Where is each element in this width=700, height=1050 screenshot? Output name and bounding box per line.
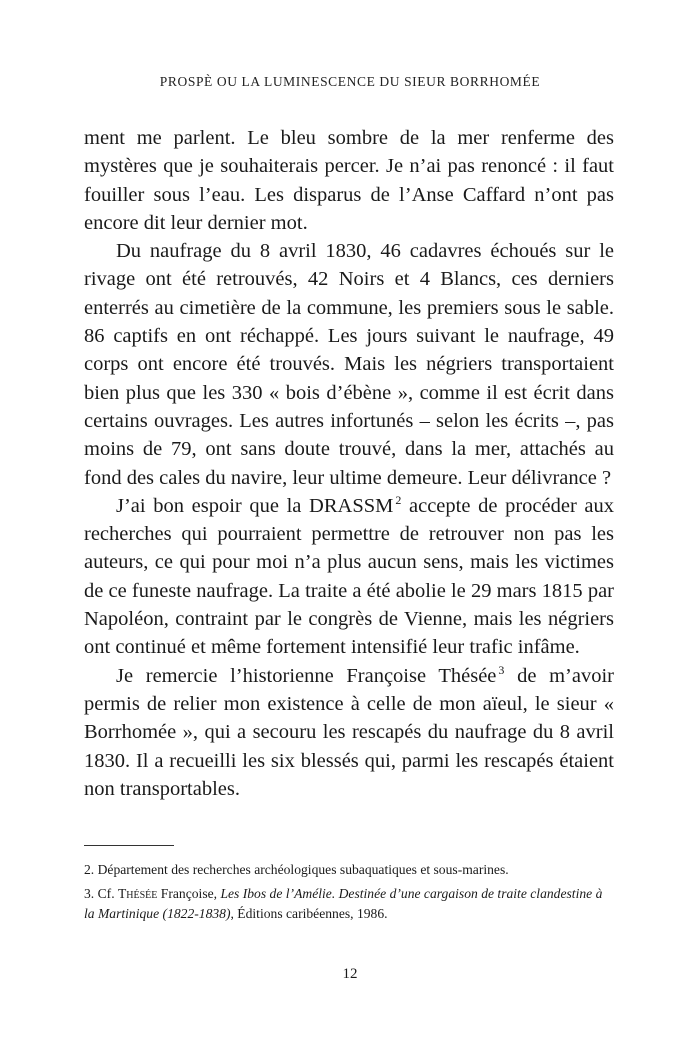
paragraph-3-text-end: accepte de procéder aux recherches qui pourraient permettre de retrouver non pas les auteurs, ce qui pour moi n’a plus aucun sens, mais les victimes de ce funeste naufrage. La traite a été abolie le 29 mars 1815 par Napoléon, contraint par le congrès de Vienne, mais les négriers ont continué et même fortement intensifié leur trafic infâme. [84, 494, 615, 659]
footnote-ref-2: 2 [395, 492, 402, 507]
main-text [84, 124, 614, 803]
paragraph-4 [84, 662, 614, 803]
paragraph-3-text-start: J’ai bon espoir que la DRASSM [116, 494, 394, 517]
footnote-divider [84, 845, 174, 846]
page-number: 12 [342, 966, 358, 982]
footnote-3-prefix: 3. Cf. [84, 886, 118, 901]
running-title: PROSPÈ OU LA LUMINESCENCE DU SIEUR BORRHOMÉE [159, 74, 541, 89]
footnotes [84, 860, 614, 928]
paragraph-4-text-end: de m’avoir permis de relier mon existence à celle de mon aïeul, le sieur « Borrhomée », qui a secouru les rescapés du naufrage du 8 avril 1830. Il a recueilli les six blessés qui, parmi les rescapés étaient non transportables. [84, 664, 614, 800]
paragraph-1: ment me parlent. Le bleu sombre de la mer renferme des mystères que je souhaiterais percer. Je n’ai pas renoncé : il faut fouiller sous l’eau. Les disparus de l’Anse Caffard n’ont pas encore dit leur dernier mot. [84, 127, 614, 234]
paragraph-2: Du naufrage du 8 avril 1830, 46 cadavres échoués sur le rivage ont été retrouvés, 42 Noirs et 4 Blancs, ces derniers enterrés au cimetière de la commune, les premiers sous le sable. 86 captifs en ont réchappé. Les jours suivant le naufrage, 49 corps ont encore été trouvés. Mais les négriers transportaient bien plus que les 330 « bois d’ébène », comme il est écrit dans certains ouvrages. Les autres infortunés – selon les écrits –, pas moins de 79, ont sans doute trouvé, dans la mer, attachés au fond des cales du navire, leur ultime demeure. Leur délivrance ? [84, 240, 614, 489]
paragraph-3 [84, 492, 614, 662]
footnote-2: 2. Département des recherches archéologiques subaquatiques et sous-marines. [84, 862, 509, 877]
footnote-3-title: Les Ibos de l’Amélie. Destinée d’une cargaison de traite clandestine à la Martinique (1822-1838) [84, 886, 603, 921]
footnote-3 [84, 884, 614, 924]
footnote-3-author: Thésée [117, 886, 158, 901]
footnote-ref-3: 3 [498, 662, 505, 677]
footnote-3-publisher: , Éditions caribéennes, 1986. [230, 906, 388, 921]
footnote-3-firstname: Françoise, [157, 886, 221, 901]
paragraph-4-text-start: Je remercie l’historienne Françoise Thésée [116, 664, 497, 687]
